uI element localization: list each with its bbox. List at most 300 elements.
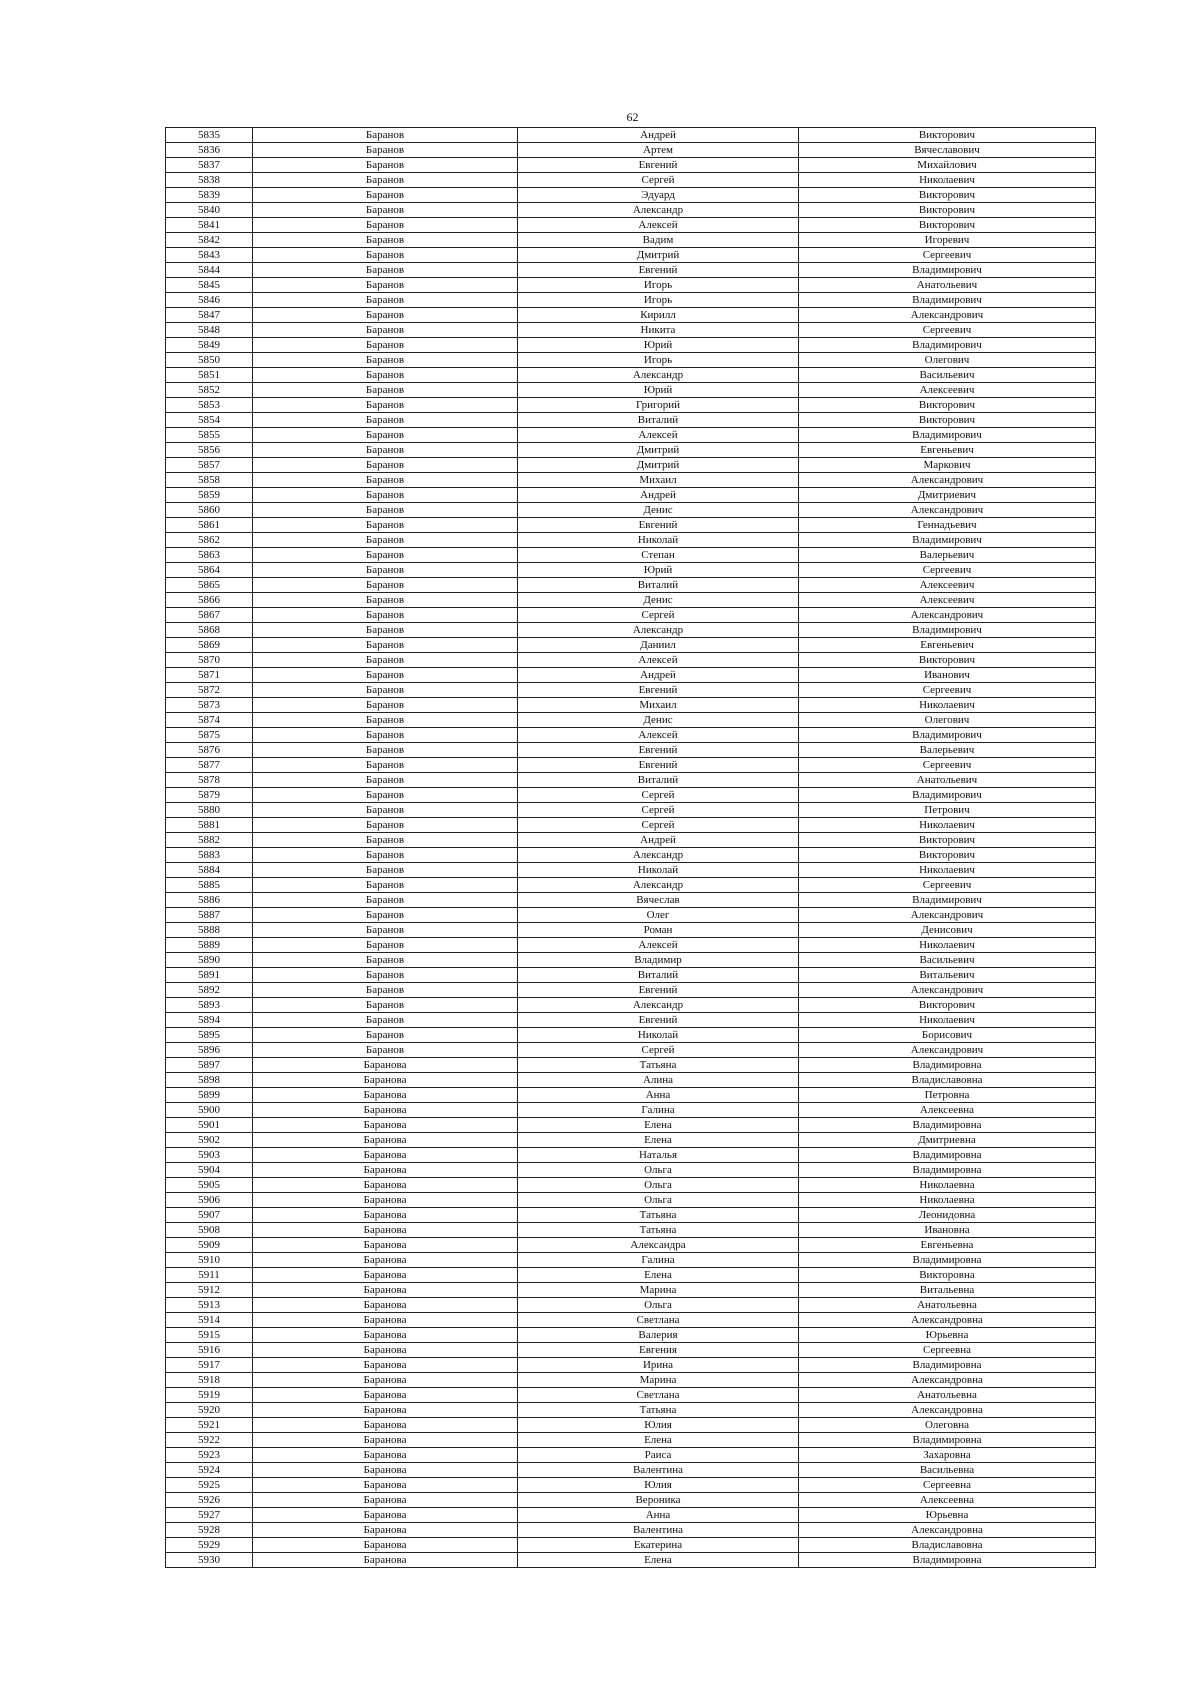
- patronymic-cell: Сергеевич: [799, 758, 1096, 773]
- table-row: [166, 398, 1096, 413]
- table-row: [166, 908, 1096, 923]
- last-name-cell: Баранов: [253, 188, 518, 203]
- last-name-cell: Баранова: [253, 1163, 518, 1178]
- last-name-cell: Баранов: [253, 1043, 518, 1058]
- last-name-cell: Баранова: [253, 1523, 518, 1538]
- table-row: [166, 848, 1096, 863]
- first-name-cell: Екатерина: [518, 1538, 799, 1553]
- patronymic-cell: Евгеньевич: [799, 443, 1096, 458]
- first-name-cell: Анна: [518, 1088, 799, 1103]
- first-name-cell: Валентина: [518, 1523, 799, 1538]
- last-name-cell: Баранова: [253, 1088, 518, 1103]
- last-name-cell: Баранов: [253, 233, 518, 248]
- table-row: [166, 1478, 1096, 1493]
- last-name-cell: Баранов: [253, 458, 518, 473]
- registry-table-body: [166, 128, 1096, 1568]
- table-row: [166, 1373, 1096, 1388]
- table-row: [166, 863, 1096, 878]
- patronymic-cell: Александровна: [799, 1313, 1096, 1328]
- first-name-cell: Евгений: [518, 683, 799, 698]
- first-name-cell: Юрий: [518, 383, 799, 398]
- first-name-cell: Татьяна: [518, 1223, 799, 1238]
- last-name-cell: Баранов: [253, 1013, 518, 1028]
- table-row: [166, 203, 1096, 218]
- row-number-cell: 5869: [166, 638, 253, 653]
- patronymic-cell: Владимирович: [799, 728, 1096, 743]
- patronymic-cell: Александрович: [799, 503, 1096, 518]
- patronymic-cell: Леонидовна: [799, 1208, 1096, 1223]
- first-name-cell: Артем: [518, 143, 799, 158]
- first-name-cell: Евгений: [518, 743, 799, 758]
- first-name-cell: Александр: [518, 998, 799, 1013]
- patronymic-cell: Александрович: [799, 608, 1096, 623]
- first-name-cell: Евгений: [518, 263, 799, 278]
- table-row: [166, 263, 1096, 278]
- patronymic-cell: Алексеевич: [799, 383, 1096, 398]
- row-number-cell: 5928: [166, 1523, 253, 1538]
- patronymic-cell: Сергеевич: [799, 248, 1096, 263]
- row-number-cell: 5899: [166, 1088, 253, 1103]
- table-row: [166, 833, 1096, 848]
- first-name-cell: Сергей: [518, 608, 799, 623]
- first-name-cell: Алексей: [518, 728, 799, 743]
- table-row: [166, 1043, 1096, 1058]
- last-name-cell: Баранова: [253, 1388, 518, 1403]
- table-row: [166, 1193, 1096, 1208]
- patronymic-cell: Ивановна: [799, 1223, 1096, 1238]
- first-name-cell: Дмитрий: [518, 443, 799, 458]
- row-number-cell: 5858: [166, 473, 253, 488]
- patronymic-cell: Николаевич: [799, 698, 1096, 713]
- patronymic-cell: Сергеевна: [799, 1343, 1096, 1358]
- first-name-cell: Дмитрий: [518, 458, 799, 473]
- table-row: [166, 953, 1096, 968]
- table-row: [166, 143, 1096, 158]
- first-name-cell: Игорь: [518, 293, 799, 308]
- row-number-cell: 5905: [166, 1178, 253, 1193]
- first-name-cell: Наталья: [518, 1148, 799, 1163]
- table-row: [166, 1493, 1096, 1508]
- row-number-cell: 5894: [166, 1013, 253, 1028]
- first-name-cell: Ирина: [518, 1358, 799, 1373]
- table-row: [166, 173, 1096, 188]
- row-number-cell: 5925: [166, 1478, 253, 1493]
- row-number-cell: 5857: [166, 458, 253, 473]
- row-number-cell: 5916: [166, 1343, 253, 1358]
- last-name-cell: Баранов: [253, 248, 518, 263]
- row-number-cell: 5860: [166, 503, 253, 518]
- table-row: [166, 623, 1096, 638]
- row-number-cell: 5923: [166, 1448, 253, 1463]
- first-name-cell: Юлия: [518, 1478, 799, 1493]
- table-row: [166, 1553, 1096, 1568]
- patronymic-cell: Захаровна: [799, 1448, 1096, 1463]
- last-name-cell: Баранова: [253, 1433, 518, 1448]
- patronymic-cell: Дмитриевич: [799, 488, 1096, 503]
- last-name-cell: Баранова: [253, 1343, 518, 1358]
- last-name-cell: Баранов: [253, 923, 518, 938]
- row-number-cell: 5910: [166, 1253, 253, 1268]
- patronymic-cell: Маркович: [799, 458, 1096, 473]
- first-name-cell: Денис: [518, 503, 799, 518]
- last-name-cell: Баранов: [253, 308, 518, 323]
- patronymic-cell: Васильевич: [799, 953, 1096, 968]
- first-name-cell: Светлана: [518, 1313, 799, 1328]
- table-row: [166, 1343, 1096, 1358]
- first-name-cell: Алина: [518, 1073, 799, 1088]
- first-name-cell: Андрей: [518, 833, 799, 848]
- first-name-cell: Виталий: [518, 773, 799, 788]
- table-row: [166, 128, 1096, 143]
- first-name-cell: Александр: [518, 848, 799, 863]
- row-number-cell: 5837: [166, 158, 253, 173]
- last-name-cell: Баранова: [253, 1358, 518, 1373]
- patronymic-cell: Александрович: [799, 473, 1096, 488]
- row-number-cell: 5881: [166, 818, 253, 833]
- last-name-cell: Баранов: [253, 713, 518, 728]
- last-name-cell: Баранов: [253, 398, 518, 413]
- table-row: [166, 1073, 1096, 1088]
- row-number-cell: 5886: [166, 893, 253, 908]
- patronymic-cell: Владиславовна: [799, 1538, 1096, 1553]
- first-name-cell: Евгений: [518, 158, 799, 173]
- row-number-cell: 5873: [166, 698, 253, 713]
- patronymic-cell: Васильевна: [799, 1463, 1096, 1478]
- patronymic-cell: Валерьевич: [799, 548, 1096, 563]
- patronymic-cell: Олегович: [799, 353, 1096, 368]
- first-name-cell: Николай: [518, 863, 799, 878]
- table-row: [166, 1388, 1096, 1403]
- row-number-cell: 5888: [166, 923, 253, 938]
- patronymic-cell: Владимирович: [799, 533, 1096, 548]
- last-name-cell: Баранов: [253, 683, 518, 698]
- row-number-cell: 5872: [166, 683, 253, 698]
- first-name-cell: Виталий: [518, 413, 799, 428]
- patronymic-cell: Витальевич: [799, 968, 1096, 983]
- last-name-cell: Баранов: [253, 158, 518, 173]
- patronymic-cell: Николаевич: [799, 173, 1096, 188]
- table-row: [166, 1358, 1096, 1373]
- first-name-cell: Александр: [518, 623, 799, 638]
- patronymic-cell: Александровна: [799, 1403, 1096, 1418]
- row-number-cell: 5864: [166, 563, 253, 578]
- last-name-cell: Баранов: [253, 953, 518, 968]
- first-name-cell: Олег: [518, 908, 799, 923]
- last-name-cell: Баранова: [253, 1538, 518, 1553]
- row-number-cell: 5918: [166, 1373, 253, 1388]
- first-name-cell: Ольга: [518, 1163, 799, 1178]
- patronymic-cell: Алексеевич: [799, 578, 1096, 593]
- table-row: [166, 338, 1096, 353]
- row-number-cell: 5904: [166, 1163, 253, 1178]
- first-name-cell: Степан: [518, 548, 799, 563]
- first-name-cell: Раиса: [518, 1448, 799, 1463]
- table-row: [166, 1298, 1096, 1313]
- row-number-cell: 5877: [166, 758, 253, 773]
- table-row: [166, 218, 1096, 233]
- last-name-cell: Баранов: [253, 218, 518, 233]
- table-row: [166, 518, 1096, 533]
- last-name-cell: Баранов: [253, 338, 518, 353]
- first-name-cell: Ольга: [518, 1178, 799, 1193]
- first-name-cell: Юрий: [518, 338, 799, 353]
- last-name-cell: Баранов: [253, 938, 518, 953]
- last-name-cell: Баранова: [253, 1178, 518, 1193]
- row-number-cell: 5855: [166, 428, 253, 443]
- table-row: [166, 533, 1096, 548]
- table-row: [166, 233, 1096, 248]
- table-row: [166, 1088, 1096, 1103]
- last-name-cell: Баранова: [253, 1058, 518, 1073]
- first-name-cell: Алексей: [518, 428, 799, 443]
- table-row: [166, 1463, 1096, 1478]
- row-number-cell: 5884: [166, 863, 253, 878]
- patronymic-cell: Анатольевна: [799, 1298, 1096, 1313]
- row-number-cell: 5901: [166, 1118, 253, 1133]
- table-row: [166, 1028, 1096, 1043]
- row-number-cell: 5878: [166, 773, 253, 788]
- patronymic-cell: Петровна: [799, 1088, 1096, 1103]
- last-name-cell: Баранов: [253, 518, 518, 533]
- first-name-cell: Виталий: [518, 578, 799, 593]
- first-name-cell: Александр: [518, 203, 799, 218]
- last-name-cell: Баранов: [253, 773, 518, 788]
- table-row: [166, 758, 1096, 773]
- first-name-cell: Светлана: [518, 1388, 799, 1403]
- patronymic-cell: Денисович: [799, 923, 1096, 938]
- first-name-cell: Вячеслав: [518, 893, 799, 908]
- first-name-cell: Михаил: [518, 473, 799, 488]
- patronymic-cell: Николаевич: [799, 863, 1096, 878]
- table-row: [166, 368, 1096, 383]
- last-name-cell: Баранов: [253, 293, 518, 308]
- row-number-cell: 5892: [166, 983, 253, 998]
- first-name-cell: Евгений: [518, 983, 799, 998]
- patronymic-cell: Сергеевич: [799, 563, 1096, 578]
- row-number-cell: 5841: [166, 218, 253, 233]
- table-row: [166, 158, 1096, 173]
- table-row: [166, 1268, 1096, 1283]
- row-number-cell: 5838: [166, 173, 253, 188]
- first-name-cell: Татьяна: [518, 1058, 799, 1073]
- patronymic-cell: Борисович: [799, 1028, 1096, 1043]
- patronymic-cell: Викторович: [799, 398, 1096, 413]
- patronymic-cell: Анатольевич: [799, 773, 1096, 788]
- patronymic-cell: Алексеевна: [799, 1493, 1096, 1508]
- last-name-cell: Баранов: [253, 878, 518, 893]
- table-row: [166, 428, 1096, 443]
- patronymic-cell: Викторович: [799, 203, 1096, 218]
- first-name-cell: Юрий: [518, 563, 799, 578]
- last-name-cell: Баранова: [253, 1418, 518, 1433]
- last-name-cell: Баранова: [253, 1508, 518, 1523]
- table-row: [166, 608, 1096, 623]
- row-number-cell: 5847: [166, 308, 253, 323]
- last-name-cell: Баранов: [253, 608, 518, 623]
- table-row: [166, 743, 1096, 758]
- first-name-cell: Алексей: [518, 218, 799, 233]
- first-name-cell: Сергей: [518, 173, 799, 188]
- table-row: [166, 1238, 1096, 1253]
- patronymic-cell: Васильевич: [799, 368, 1096, 383]
- table-row: [166, 1058, 1096, 1073]
- patronymic-cell: Александрович: [799, 908, 1096, 923]
- last-name-cell: Баранова: [253, 1478, 518, 1493]
- table-row: [166, 1403, 1096, 1418]
- patronymic-cell: Юрьевна: [799, 1328, 1096, 1343]
- last-name-cell: Баранова: [253, 1553, 518, 1568]
- row-number-cell: 5926: [166, 1493, 253, 1508]
- first-name-cell: Галина: [518, 1253, 799, 1268]
- last-name-cell: Баранов: [253, 638, 518, 653]
- row-number-cell: 5893: [166, 998, 253, 1013]
- first-name-cell: Валентина: [518, 1463, 799, 1478]
- last-name-cell: Баранов: [253, 173, 518, 188]
- first-name-cell: Вероника: [518, 1493, 799, 1508]
- last-name-cell: Баранов: [253, 863, 518, 878]
- table-row: [166, 488, 1096, 503]
- table-row: [166, 1523, 1096, 1538]
- row-number-cell: 5919: [166, 1388, 253, 1403]
- patronymic-cell: Владимирович: [799, 788, 1096, 803]
- row-number-cell: 5900: [166, 1103, 253, 1118]
- table-row: [166, 878, 1096, 893]
- patronymic-cell: Викторовна: [799, 1268, 1096, 1283]
- patronymic-cell: Александровна: [799, 1373, 1096, 1388]
- table-row: [166, 713, 1096, 728]
- first-name-cell: Виталий: [518, 968, 799, 983]
- row-number-cell: 5866: [166, 593, 253, 608]
- table-row: [166, 1118, 1096, 1133]
- last-name-cell: Баранов: [253, 848, 518, 863]
- last-name-cell: Баранов: [253, 1028, 518, 1043]
- last-name-cell: Баранов: [253, 473, 518, 488]
- first-name-cell: Николай: [518, 1028, 799, 1043]
- table-row: [166, 323, 1096, 338]
- patronymic-cell: Владимировна: [799, 1058, 1096, 1073]
- table-row: [166, 1313, 1096, 1328]
- first-name-cell: Андрей: [518, 128, 799, 143]
- last-name-cell: Баранов: [253, 803, 518, 818]
- table-row: [166, 1433, 1096, 1448]
- last-name-cell: Баранова: [253, 1193, 518, 1208]
- first-name-cell: Роман: [518, 923, 799, 938]
- last-name-cell: Баранов: [253, 548, 518, 563]
- row-number-cell: 5890: [166, 953, 253, 968]
- row-number-cell: 5906: [166, 1193, 253, 1208]
- table-row: [166, 1253, 1096, 1268]
- row-number-cell: 5859: [166, 488, 253, 503]
- row-number-cell: 5865: [166, 578, 253, 593]
- first-name-cell: Татьяна: [518, 1208, 799, 1223]
- table-row: [166, 563, 1096, 578]
- table-row: [166, 503, 1096, 518]
- last-name-cell: Баранова: [253, 1373, 518, 1388]
- row-number-cell: 5929: [166, 1538, 253, 1553]
- row-number-cell: 5848: [166, 323, 253, 338]
- first-name-cell: Никита: [518, 323, 799, 338]
- first-name-cell: Николай: [518, 533, 799, 548]
- first-name-cell: Александр: [518, 878, 799, 893]
- first-name-cell: Андрей: [518, 488, 799, 503]
- row-number-cell: 5914: [166, 1313, 253, 1328]
- row-number-cell: 5924: [166, 1463, 253, 1478]
- table-row: [166, 818, 1096, 833]
- row-number-cell: 5896: [166, 1043, 253, 1058]
- last-name-cell: Баранов: [253, 578, 518, 593]
- patronymic-cell: Александровна: [799, 1523, 1096, 1538]
- last-name-cell: Баранова: [253, 1118, 518, 1133]
- last-name-cell: Баранова: [253, 1298, 518, 1313]
- patronymic-cell: Владимировна: [799, 1163, 1096, 1178]
- first-name-cell: Сергей: [518, 803, 799, 818]
- first-name-cell: Елена: [518, 1268, 799, 1283]
- first-name-cell: Галина: [518, 1103, 799, 1118]
- table-row: [166, 668, 1096, 683]
- last-name-cell: Баранова: [253, 1328, 518, 1343]
- table-row: [166, 443, 1096, 458]
- table-row: [166, 413, 1096, 428]
- last-name-cell: Баранова: [253, 1313, 518, 1328]
- patronymic-cell: Николаевна: [799, 1178, 1096, 1193]
- last-name-cell: Баранов: [253, 143, 518, 158]
- last-name-cell: Баранова: [253, 1448, 518, 1463]
- row-number-cell: 5851: [166, 368, 253, 383]
- row-number-cell: 5835: [166, 128, 253, 143]
- row-number-cell: 5907: [166, 1208, 253, 1223]
- registry-table: [165, 127, 1096, 1568]
- row-number-cell: 5927: [166, 1508, 253, 1523]
- last-name-cell: Баранов: [253, 698, 518, 713]
- row-number-cell: 5917: [166, 1358, 253, 1373]
- first-name-cell: Вадим: [518, 233, 799, 248]
- row-number-cell: 5895: [166, 1028, 253, 1043]
- first-name-cell: Ольга: [518, 1298, 799, 1313]
- patronymic-cell: Алексеевич: [799, 593, 1096, 608]
- row-number-cell: 5903: [166, 1148, 253, 1163]
- table-row: [166, 968, 1096, 983]
- patronymic-cell: Сергеевич: [799, 683, 1096, 698]
- patronymic-cell: Николаевна: [799, 1193, 1096, 1208]
- first-name-cell: Александр: [518, 368, 799, 383]
- last-name-cell: Баранова: [253, 1133, 518, 1148]
- patronymic-cell: Алексеевна: [799, 1103, 1096, 1118]
- row-number-cell: 5839: [166, 188, 253, 203]
- table-row: [166, 593, 1096, 608]
- last-name-cell: Баранов: [253, 788, 518, 803]
- table-row: [166, 1448, 1096, 1463]
- patronymic-cell: Викторович: [799, 128, 1096, 143]
- table-row: [166, 1163, 1096, 1178]
- first-name-cell: Владимир: [518, 953, 799, 968]
- first-name-cell: Денис: [518, 593, 799, 608]
- last-name-cell: Баранов: [253, 593, 518, 608]
- first-name-cell: Денис: [518, 713, 799, 728]
- first-name-cell: Ольга: [518, 1193, 799, 1208]
- last-name-cell: Баранов: [253, 623, 518, 638]
- table-row: [166, 1328, 1096, 1343]
- table-row: [166, 308, 1096, 323]
- first-name-cell: Даниил: [518, 638, 799, 653]
- table-row: [166, 1418, 1096, 1433]
- first-name-cell: Александра: [518, 1238, 799, 1253]
- table-row: [166, 698, 1096, 713]
- row-number-cell: 5868: [166, 623, 253, 638]
- patronymic-cell: Владимировна: [799, 1253, 1096, 1268]
- last-name-cell: Баранов: [253, 128, 518, 143]
- first-name-cell: Сергей: [518, 818, 799, 833]
- last-name-cell: Баранов: [253, 758, 518, 773]
